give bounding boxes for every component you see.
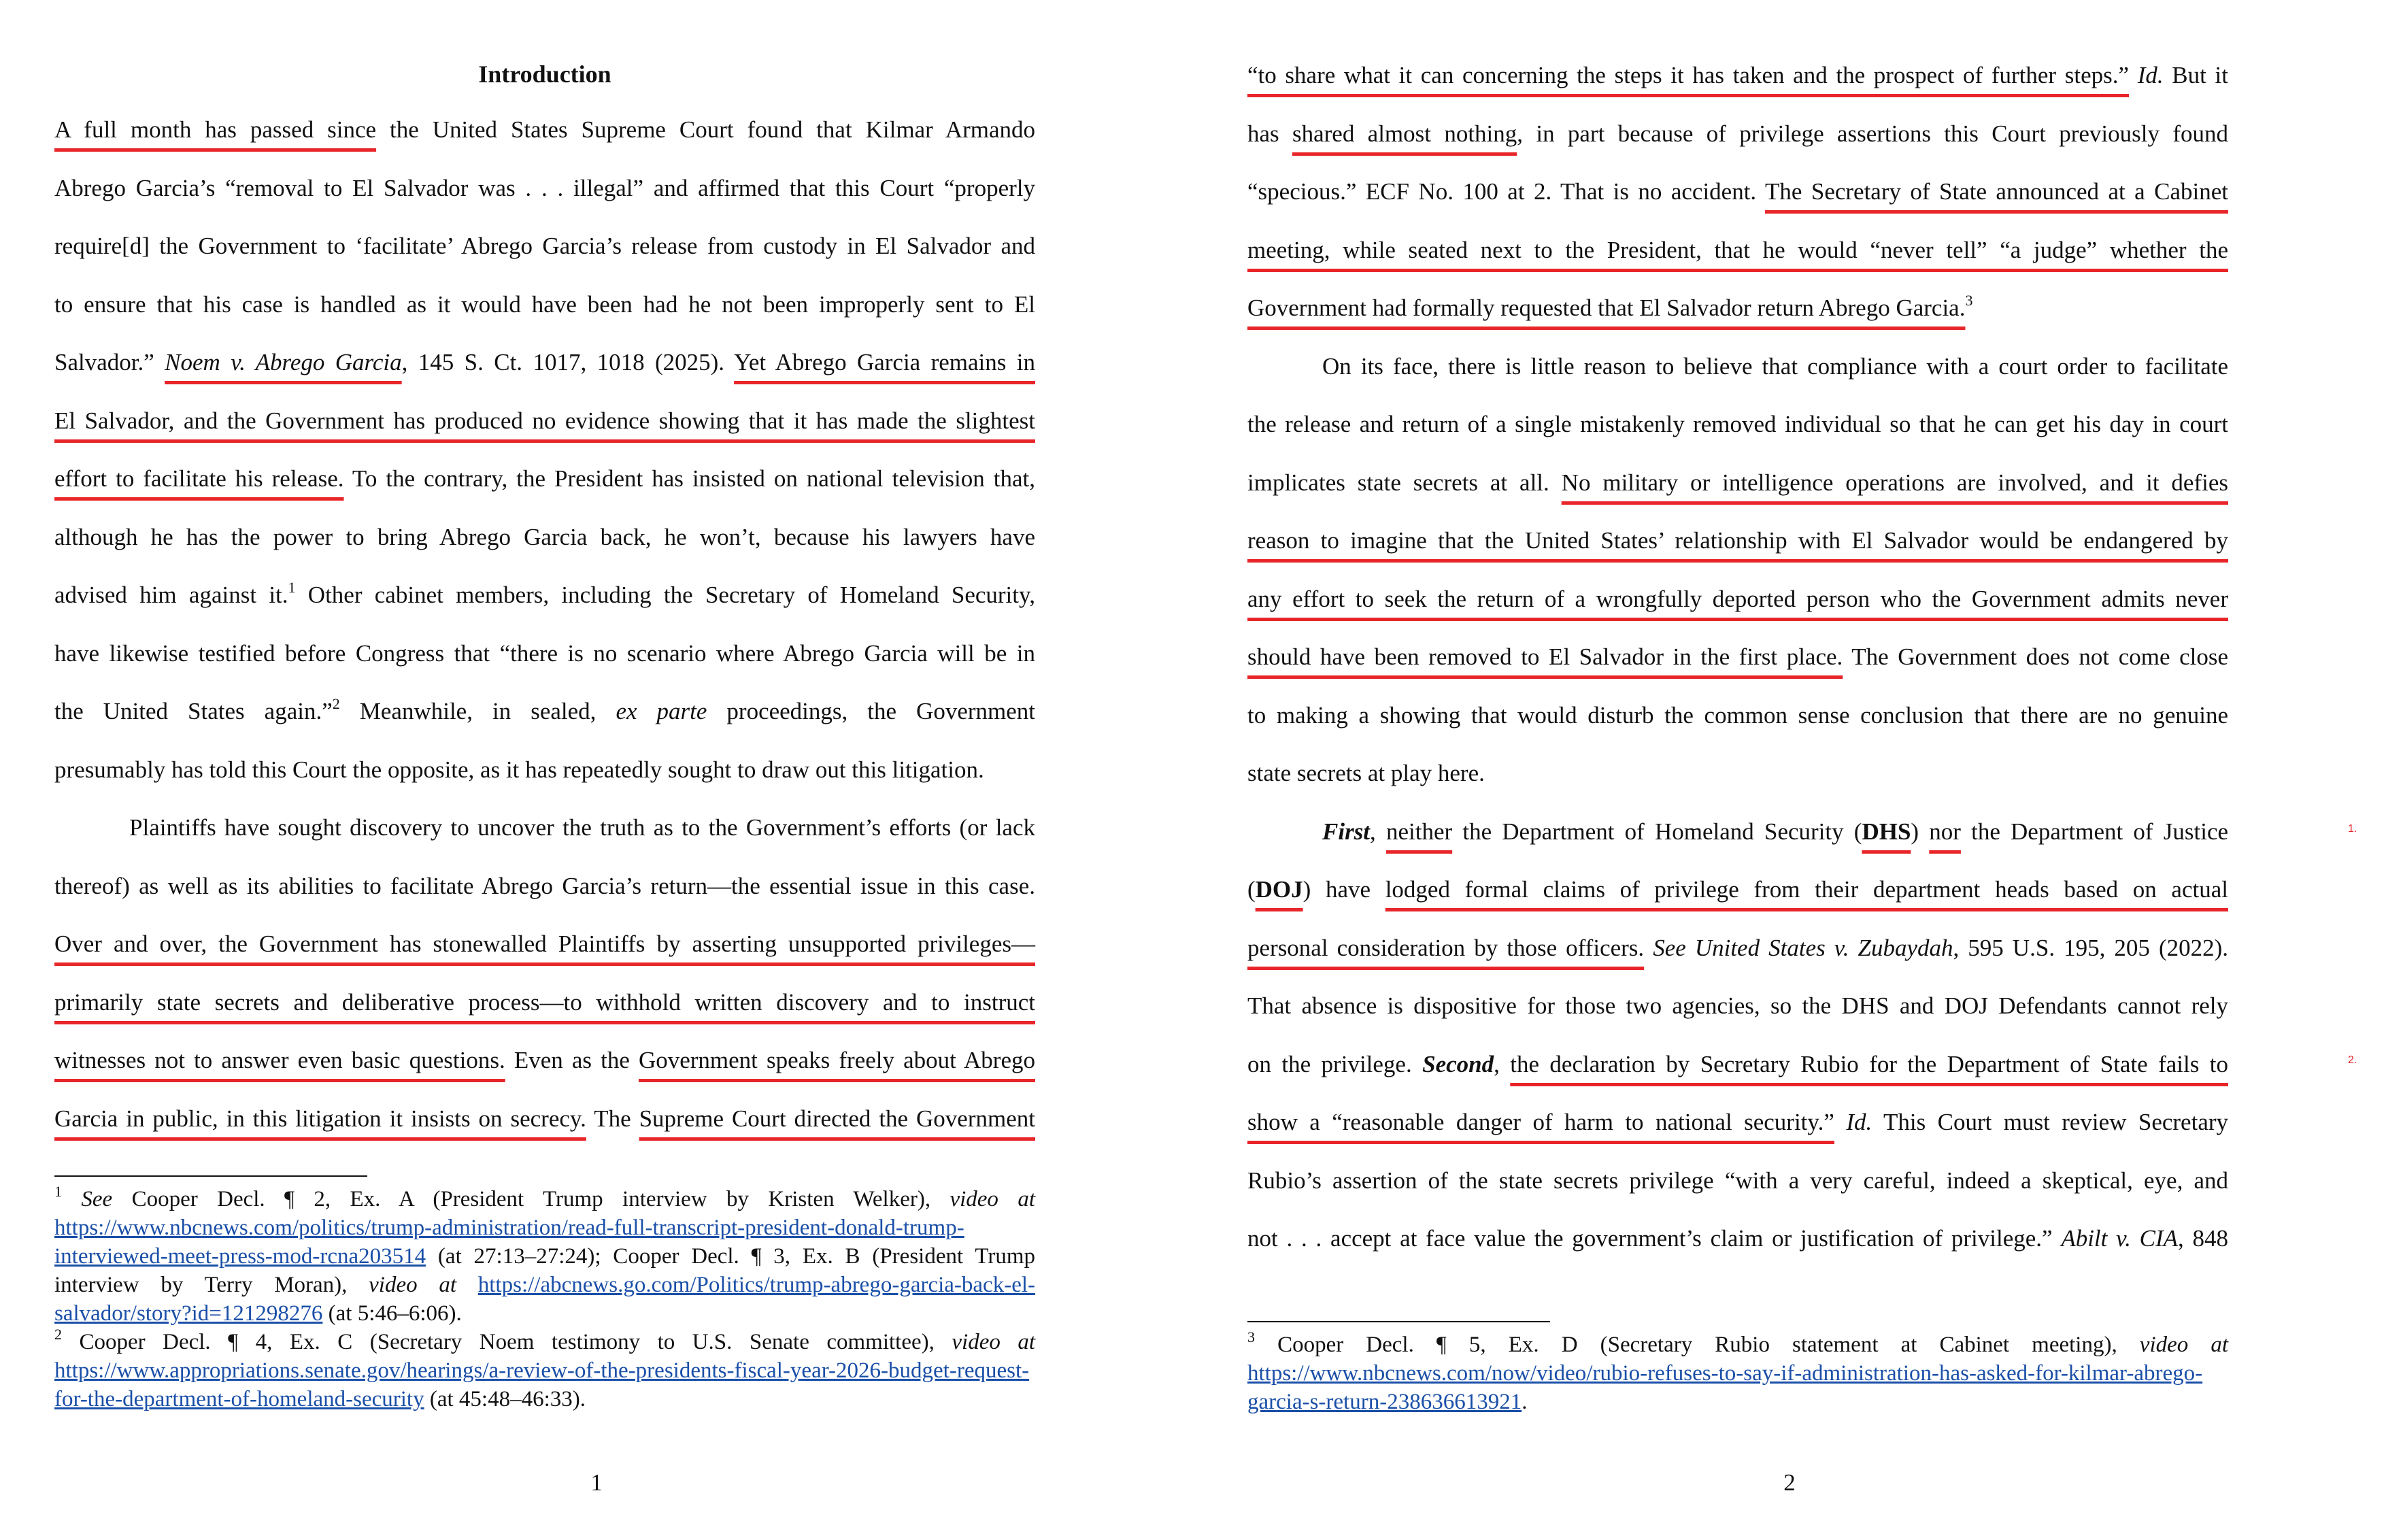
text-run: the Department of Homeland Security ( — [1452, 818, 1862, 845]
text-run: require[d] the Government to ‘facilitate’ Abrego Garcia’s release from custody in El Salvador and — [54, 233, 1035, 259]
page-number: 1 — [590, 1469, 603, 1496]
text-run: on the privilege. — [1247, 1050, 1423, 1077]
text-line — [1247, 279, 2228, 337]
highlighted-text: Yet Abrego Garcia remains in — [734, 349, 1036, 375]
text-line — [1322, 803, 2228, 860]
text-run: The Government does not come close — [1843, 643, 2228, 670]
text-run: “specious.” ECF No. 100 at 2. That is no accident. — [1247, 178, 1765, 205]
text-line — [1247, 512, 2228, 569]
margin-note-2: 2. — [2348, 1054, 2357, 1066]
text-line — [54, 275, 1035, 333]
highlighted-text: DHS — [1862, 818, 1911, 845]
text-line — [1247, 395, 2228, 453]
text-run: video at — [369, 1273, 457, 1297]
footnote-separator — [54, 1175, 367, 1177]
text-line — [54, 450, 1035, 507]
text-run: although he has the power to bring Abrego Garcia back, he won’t, because his lawyers have — [54, 523, 1035, 550]
text-run: have likewise testified before Congress that “there is no scenario where Abrego Garcia will be in — [54, 639, 1035, 667]
text-run: ) have — [1303, 876, 1385, 903]
text-line — [1247, 1093, 2228, 1151]
text-run: But it — [2163, 62, 2228, 88]
text-line — [1247, 628, 2228, 686]
margin-note-1: 1. — [2348, 823, 2357, 835]
page-number: 2 — [1783, 1469, 1796, 1496]
text-run: proceedings, the Government — [707, 698, 1036, 724]
footnote-link[interactable]: https://www.nbcnews.com/politics/trump-administration/read-full-transcript-president-donald-trump-interviewed-meet-press-mod-rcna203514 — [54, 1216, 964, 1269]
text-run: This Court must review Secretary — [1872, 1109, 2229, 1135]
footnote-separator — [1247, 1321, 1550, 1322]
highlighted-text: effort to facilitate his release. — [54, 465, 344, 492]
highlighted-text: A full month has passed since — [54, 116, 377, 143]
highlighted-text: El Salvador, and the Government has produced no evidence showing that it has made the slightest — [54, 407, 1035, 434]
text-line — [54, 101, 1035, 158]
text-line — [54, 508, 1035, 566]
text-line — [54, 915, 1035, 973]
text-run: , — [1370, 818, 1386, 845]
text-run: presumably has told this Court the opposite, as it has repeatedly sought to draw out this litigation. — [54, 756, 984, 783]
highlighted-text: should have been removed to El Salvador in the first place. — [1247, 643, 1843, 670]
text-run: the United States Supreme Court found that Kilmar Armando — [376, 116, 1036, 143]
text-run: Second — [1422, 1050, 1494, 1077]
text-run: The — [586, 1105, 639, 1132]
text-run: thereof) as well as its abilities to facilitate Abrego Garcia’s return—the essential issue in this case. — [54, 872, 1035, 899]
text-run — [62, 1187, 81, 1211]
footnote-link[interactable]: https://www.appropriations.senate.gov/hearings/a-review-of-the-presidents-fiscal-year-2026-budget-request-for-the-department-of-homeland-security — [54, 1358, 1030, 1411]
text-line — [54, 741, 1035, 799]
text-line — [1247, 744, 2228, 802]
text-run: , 848 — [2177, 1225, 2228, 1252]
highlighted-text: Government had formally requested that El Salvador return Abrego Garcia. — [1247, 295, 1966, 321]
text-line — [54, 682, 1035, 740]
text-run: (at 45:48–46:33). — [424, 1387, 586, 1411]
highlighted-text: lodged formal claims of privilege from their department heads based on actual — [1385, 876, 2228, 903]
text-run: state secrets at play here. — [1247, 760, 1485, 786]
highlighted-text: The Secretary of State announced at a Cabinet — [1765, 178, 2229, 205]
text-run: First — [1322, 818, 1371, 845]
text-run: , in part because of privilege assertions this Court previously found — [1517, 120, 2228, 147]
page-2 — [1193, 0, 2386, 1540]
text-run: On its face, there is little reason to believe that compliance with a court order to facilitate — [1322, 352, 2228, 380]
text-run — [2129, 62, 2138, 88]
highlighted-text: meeting, while seated next to the President, that he would “never tell” “a judge” whether the — [1247, 236, 2228, 263]
footnote-link[interactable]: https://www.nbcnews.com/now/video/rubio-refuses-to-say-if-administration-has-asked-for-kilmar-abrego-garcia-s-return-238636613921 — [1247, 1361, 2203, 1414]
footnote-ref: 3 — [1965, 292, 1973, 309]
highlighted-text: show a “reasonable danger of harm to national security.” — [1247, 1109, 1834, 1135]
highlighted-text: personal consideration by those officers. — [1247, 934, 1645, 961]
text-run: ex parte — [616, 698, 707, 724]
highlighted-text: Supreme Court directed the Government — [639, 1105, 1035, 1132]
text-line — [54, 392, 1035, 450]
text-line — [54, 624, 1035, 682]
footnote-ref: 2 — [54, 1326, 62, 1343]
text-run: Meanwhile, in sealed, — [339, 698, 616, 724]
text-line — [1247, 46, 2228, 104]
section-heading: Introduction — [478, 61, 611, 88]
text-run: Plaintiffs have sought discovery to uncover the truth as to the Government’s efforts (or lack — [129, 814, 1035, 841]
text-run: Abilt v. CIA — [2061, 1225, 2178, 1252]
footnote-ref: 2 — [332, 695, 340, 713]
text-line — [1247, 163, 2228, 220]
highlighted-text: nor — [1929, 818, 1961, 845]
text-run: Cooper Decl. ¶ 2, Ex. A (President Trump interview by Kristen Welker), — [112, 1187, 950, 1211]
highlighted-text: No military or intelligence operations are involved, and it defies — [1561, 469, 2229, 496]
text-run: ) — [1911, 818, 1930, 845]
text-line — [54, 566, 1035, 624]
highlighted-text: Garcia in public, in this litigation it insists on secrecy. — [54, 1105, 586, 1132]
footnote-fn1 — [54, 1185, 1035, 1328]
highlighted-text: Government speaks freely about Abrego — [638, 1047, 1035, 1073]
text-run: (at 27:13–27:24); Cooper Decl. ¶ 3, Ex. B (President Trump interview by Terry Moran), — [54, 1244, 1035, 1297]
text-run: the release and return of a single mistakenly removed individual so that he can get his day in court — [1247, 411, 2228, 437]
text-run: , — [1494, 1050, 1511, 1077]
highlighted-text: “to share what it can concerning the steps it has taken and the prospect of further steps.” — [1247, 62, 2130, 88]
text-line — [1247, 454, 2228, 512]
text-line — [1247, 570, 2228, 628]
text-run: ( — [1247, 876, 1256, 903]
text-line — [54, 973, 1035, 1031]
text-run: See United States v. Zubaydah — [1653, 934, 1953, 961]
text-line — [1247, 1035, 2228, 1093]
text-run: That absence is dispositive for those two agencies, so the DHS and DOJ Defendants cannot rely — [1247, 992, 2228, 1019]
text-run: To the contrary, the President has insisted on national television that, — [343, 465, 1036, 492]
text-run: Abrego Garcia’s “removal to El Salvador was . . . illegal” and affirmed that this Court “properly — [54, 174, 1035, 201]
text-run: video at — [952, 1330, 1035, 1354]
text-line — [1247, 919, 2228, 977]
text-run: video at — [2139, 1333, 2229, 1357]
text-run: Id. — [2137, 62, 2164, 88]
text-run: to making a showing that would disturb the common sense conclusion that there are no genuine — [1247, 701, 2228, 729]
footnote-fn2 — [54, 1328, 1035, 1413]
footnote-link[interactable]: https://abcnews.go.com/Politics/trump-abrego-garcia-back-el-salvador/story?id=121298276 — [54, 1273, 1035, 1326]
text-run: . — [1522, 1390, 1528, 1414]
footnote-ref: 3 — [1247, 1328, 1255, 1345]
text-line — [1247, 221, 2228, 279]
highlighted-text: primarily state secrets and deliberative process—to withhold written discovery and to instruct — [54, 988, 1035, 1016]
text-run: Even as the — [505, 1047, 639, 1073]
highlighted-text: Noem v. Abrego Garcia — [165, 349, 402, 375]
highlighted-text: Over and over, the Government has stonewalled Plaintiffs by asserting unsupported privileges— — [54, 931, 1035, 957]
text-run: Cooper Decl. ¶ 5, Ex. D (Secretary Rubio statement at Cabinet meeting), — [1255, 1333, 2140, 1357]
text-run: implicates state secrets at all. — [1247, 469, 1562, 496]
text-line — [54, 857, 1035, 915]
text-line — [54, 1090, 1035, 1148]
text-run: (at 5:46–6:06). — [322, 1301, 462, 1326]
text-run: Other cabinet members, including the Secretary of Homeland Security, — [295, 582, 1035, 608]
text-run: Rubio’s assertion of the state secrets privilege “with a very careful, indeed a skeptical, eye, and — [1247, 1167, 2228, 1194]
text-run: See — [81, 1187, 113, 1211]
text-run — [1644, 935, 1653, 961]
text-run: video at — [950, 1187, 1035, 1211]
text-line — [1247, 105, 2228, 163]
text-line — [1247, 1152, 2228, 1209]
text-run — [456, 1273, 478, 1297]
text-run: to ensure that his case is handled as it would have been had he not been improperly sent to El — [54, 290, 1035, 318]
highlighted-text: the declaration by Secretary Rubio for the Department of State fails to — [1510, 1050, 2228, 1077]
highlighted-text: witnesses not to answer even basic questions. — [54, 1047, 505, 1073]
text-line — [54, 1031, 1035, 1089]
text-line — [54, 333, 1035, 391]
highlighted-text: neither — [1385, 818, 1453, 845]
text-run: the United States again.” — [54, 698, 333, 724]
highlighted-text: shared almost nothing — [1292, 120, 1517, 147]
text-run: , 595 U.S. 195, 205 (2022). — [1953, 934, 2229, 961]
text-run: not . . . accept at face value the government’s claim or justification of privilege.” — [1247, 1225, 2062, 1252]
text-run: has — [1247, 120, 1292, 147]
text-line — [1247, 977, 2228, 1035]
text-line — [54, 159, 1035, 217]
text-line — [1247, 686, 2228, 744]
footnote-ref: 1 — [54, 1183, 62, 1200]
text-run: the Department of Justice — [1960, 818, 2229, 845]
text-line — [129, 799, 1035, 856]
footnote-ref: 1 — [288, 579, 296, 597]
text-run: Cooper Decl. ¶ 4, Ex. C (Secretary Noem testimony to U.S. Senate committee), — [62, 1330, 952, 1354]
text-line — [54, 217, 1035, 275]
text-line — [1247, 1209, 2228, 1267]
text-run: advised him against it. — [54, 582, 288, 608]
footnote-fn3 — [1247, 1330, 2228, 1416]
highlighted-text: reason to imagine that the United States’ relationship with El Salvador would be endangered by — [1247, 527, 2228, 554]
highlighted-text: any effort to seek the return of a wrongfully deported person who the Government admits never — [1247, 585, 2228, 612]
text-run: , 145 S. Ct. 1017, 1018 (2025). — [401, 349, 735, 375]
text-line — [1247, 860, 2228, 918]
text-run: Id. — [1846, 1109, 1872, 1135]
highlighted-text: DOJ — [1255, 876, 1303, 903]
text-run: Salvador.” — [54, 349, 165, 375]
text-run — [1834, 1109, 1846, 1135]
text-line — [1322, 337, 2228, 395]
